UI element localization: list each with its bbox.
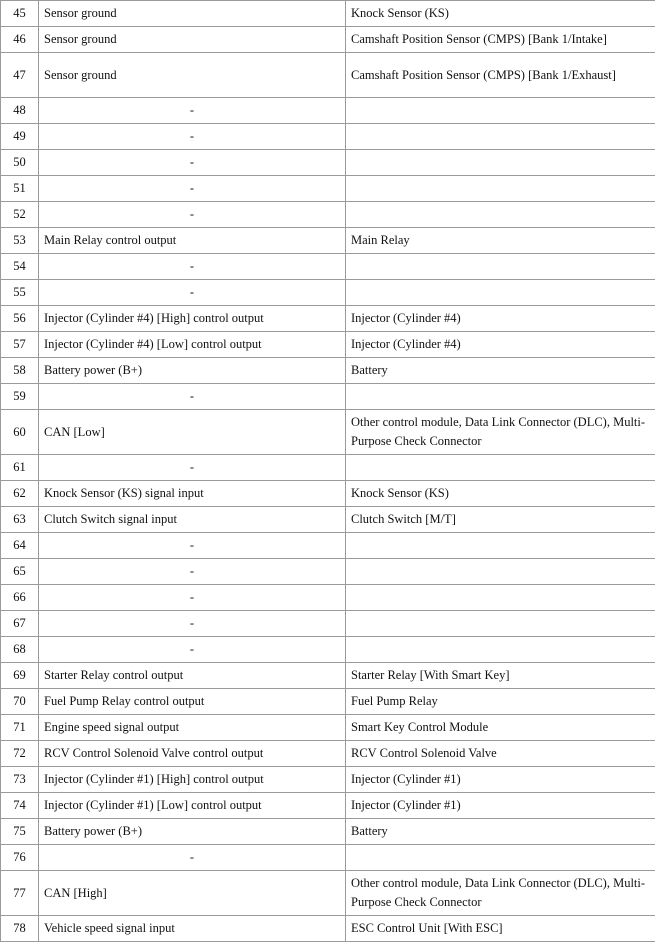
pin-number-cell: 66	[1, 585, 39, 611]
description-cell: -	[39, 585, 346, 611]
connection-cell: Battery	[346, 819, 655, 845]
table-row	[1, 533, 655, 559]
description-cell: Battery power (B+)	[39, 358, 346, 384]
connection-cell	[346, 150, 655, 176]
pin-number-cell: 74	[1, 793, 39, 819]
table-row	[1, 176, 655, 202]
description-cell: -	[39, 384, 346, 410]
connection-cell: Injector (Cylinder #4)	[346, 306, 655, 332]
pin-number-cell: 53	[1, 228, 39, 254]
pin-number-cell: 70	[1, 689, 39, 715]
description-cell: -	[39, 455, 346, 481]
description-cell: Injector (Cylinder #1) [High] control output	[39, 767, 346, 793]
table-row	[1, 871, 655, 916]
description-cell: Sensor ground	[39, 1, 346, 27]
description-cell: Battery power (B+)	[39, 819, 346, 845]
pin-number-cell: 59	[1, 384, 39, 410]
connection-cell: RCV Control Solenoid Valve	[346, 741, 655, 767]
description-cell: -	[39, 611, 346, 637]
pin-number-cell: 77	[1, 871, 39, 916]
pin-number-cell: 75	[1, 819, 39, 845]
description-cell: Knock Sensor (KS) signal input	[39, 481, 346, 507]
pin-number-cell: 45	[1, 1, 39, 27]
connection-cell: Camshaft Position Sensor (CMPS) [Bank 1/Exhaust]	[346, 53, 655, 98]
pin-number-cell: 51	[1, 176, 39, 202]
table-row	[1, 767, 655, 793]
table-row	[1, 27, 655, 53]
pin-number-cell: 67	[1, 611, 39, 637]
pin-number-cell: 68	[1, 637, 39, 663]
table-row	[1, 358, 655, 384]
connection-cell	[346, 124, 655, 150]
connection-cell	[346, 533, 655, 559]
table-row	[1, 663, 655, 689]
connection-cell	[346, 254, 655, 280]
description-cell: Injector (Cylinder #4) [Low] control output	[39, 332, 346, 358]
description-cell: CAN [Low]	[39, 410, 346, 455]
connection-cell	[346, 585, 655, 611]
description-cell: -	[39, 845, 346, 871]
description-cell: -	[39, 280, 346, 306]
pin-number-cell: 63	[1, 507, 39, 533]
connection-cell: Knock Sensor (KS)	[346, 1, 655, 27]
connection-cell: Injector (Cylinder #1)	[346, 793, 655, 819]
table-row	[1, 559, 655, 585]
pin-number-cell: 46	[1, 27, 39, 53]
connection-cell: ESC Control Unit [With ESC]	[346, 916, 655, 942]
table-row	[1, 585, 655, 611]
pin-number-cell: 52	[1, 202, 39, 228]
pin-table-body	[1, 1, 655, 942]
connection-cell: Camshaft Position Sensor (CMPS) [Bank 1/Intake]	[346, 27, 655, 53]
description-cell: -	[39, 176, 346, 202]
description-cell: CAN [High]	[39, 871, 346, 916]
table-row	[1, 150, 655, 176]
table-row	[1, 819, 655, 845]
table-row	[1, 124, 655, 150]
pin-number-cell: 76	[1, 845, 39, 871]
table-row	[1, 1, 655, 27]
description-cell: Vehicle speed signal input	[39, 916, 346, 942]
table-row	[1, 254, 655, 280]
pin-number-cell: 54	[1, 254, 39, 280]
connection-cell: Fuel Pump Relay	[346, 689, 655, 715]
connection-cell: Other control module, Data Link Connector (DLC), Multi-Purpose Check Connector	[346, 410, 655, 455]
table-row	[1, 845, 655, 871]
table-row	[1, 228, 655, 254]
description-cell: Fuel Pump Relay control output	[39, 689, 346, 715]
pin-number-cell: 72	[1, 741, 39, 767]
table-row	[1, 202, 655, 228]
table-row	[1, 793, 655, 819]
description-cell: Engine speed signal output	[39, 715, 346, 741]
description-cell: Clutch Switch signal input	[39, 507, 346, 533]
table-row	[1, 280, 655, 306]
table-row	[1, 384, 655, 410]
table-row	[1, 98, 655, 124]
pin-number-cell: 61	[1, 455, 39, 481]
pin-number-cell: 71	[1, 715, 39, 741]
connection-cell	[346, 98, 655, 124]
description-cell: -	[39, 202, 346, 228]
connection-cell: Injector (Cylinder #4)	[346, 332, 655, 358]
table-row	[1, 410, 655, 455]
pin-number-cell: 64	[1, 533, 39, 559]
description-cell: RCV Control Solenoid Valve control output	[39, 741, 346, 767]
connection-cell: Battery	[346, 358, 655, 384]
pin-number-cell: 65	[1, 559, 39, 585]
description-cell: Sensor ground	[39, 53, 346, 98]
table-row	[1, 916, 655, 942]
connection-cell	[346, 384, 655, 410]
pin-number-cell: 78	[1, 916, 39, 942]
pin-number-cell: 58	[1, 358, 39, 384]
connection-cell: Knock Sensor (KS)	[346, 481, 655, 507]
pin-number-cell: 56	[1, 306, 39, 332]
connection-cell: Smart Key Control Module	[346, 715, 655, 741]
description-cell: -	[39, 559, 346, 585]
connection-cell	[346, 637, 655, 663]
table-row	[1, 741, 655, 767]
description-cell: -	[39, 254, 346, 280]
connection-cell	[346, 280, 655, 306]
connection-cell	[346, 455, 655, 481]
connection-cell	[346, 176, 655, 202]
table-row	[1, 332, 655, 358]
description-cell: Starter Relay control output	[39, 663, 346, 689]
description-cell: -	[39, 533, 346, 559]
connection-cell	[346, 559, 655, 585]
pin-number-cell: 49	[1, 124, 39, 150]
pin-number-cell: 62	[1, 481, 39, 507]
pin-number-cell: 48	[1, 98, 39, 124]
table-row	[1, 689, 655, 715]
pin-number-cell: 55	[1, 280, 39, 306]
description-cell: Sensor ground	[39, 27, 346, 53]
connection-cell: Starter Relay [With Smart Key]	[346, 663, 655, 689]
table-row	[1, 637, 655, 663]
connection-cell	[346, 202, 655, 228]
description-cell: -	[39, 124, 346, 150]
description-cell: Main Relay control output	[39, 228, 346, 254]
table-row	[1, 53, 655, 98]
description-cell: -	[39, 98, 346, 124]
table-row	[1, 507, 655, 533]
pin-number-cell: 60	[1, 410, 39, 455]
connection-cell	[346, 611, 655, 637]
connection-cell: Other control module, Data Link Connector (DLC), Multi-Purpose Check Connector	[346, 871, 655, 916]
description-cell: -	[39, 150, 346, 176]
table-row	[1, 715, 655, 741]
connection-cell: Injector (Cylinder #1)	[346, 767, 655, 793]
pin-number-cell: 50	[1, 150, 39, 176]
pin-number-cell: 69	[1, 663, 39, 689]
pin-number-cell: 73	[1, 767, 39, 793]
connection-cell	[346, 845, 655, 871]
pin-number-cell: 57	[1, 332, 39, 358]
description-cell: -	[39, 637, 346, 663]
table-row	[1, 455, 655, 481]
description-cell: Injector (Cylinder #1) [Low] control output	[39, 793, 346, 819]
connection-cell: Clutch Switch [M/T]	[346, 507, 655, 533]
table-row	[1, 306, 655, 332]
table-row	[1, 611, 655, 637]
table-row	[1, 481, 655, 507]
pin-number-cell: 47	[1, 53, 39, 98]
connection-cell: Main Relay	[346, 228, 655, 254]
description-cell: Injector (Cylinder #4) [High] control output	[39, 306, 346, 332]
